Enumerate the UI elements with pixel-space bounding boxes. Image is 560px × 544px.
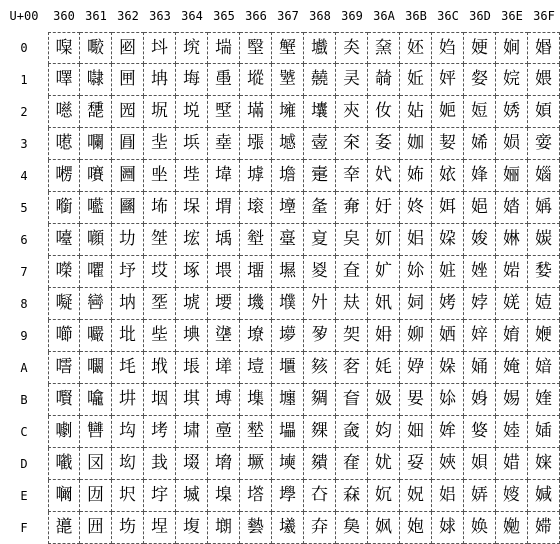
char-cell[interactable]: 㛁 <box>432 64 464 96</box>
char-cell[interactable]: 㛭 <box>496 448 528 480</box>
char-cell[interactable]: 㙯 <box>240 512 272 544</box>
char-cell[interactable]: 㙕 <box>208 192 240 224</box>
char-cell[interactable]: 㚈 <box>304 288 336 320</box>
char-cell[interactable]: 㙒 <box>208 96 240 128</box>
char-cell[interactable]: 㚂 <box>304 96 336 128</box>
char-cell[interactable]: 㙎 <box>176 480 208 512</box>
char-cell[interactable]: 㙷 <box>272 256 304 288</box>
column-header: 367 <box>277 9 299 23</box>
char-cell[interactable]: 㘪 <box>112 352 144 384</box>
char-cell[interactable]: 㛥 <box>496 192 528 224</box>
char-cell[interactable]: 㚋 <box>304 384 336 416</box>
char-cell[interactable]: 㙖 <box>208 224 240 256</box>
char-cell[interactable]: 㙟 <box>208 512 240 544</box>
row-header: 9 <box>20 329 28 343</box>
column-header: 36D <box>469 9 491 23</box>
char-cell[interactable]: 㘚 <box>80 352 112 384</box>
char-cell[interactable]: 㛝 <box>464 448 496 480</box>
char-cell[interactable]: 㛼 <box>528 416 560 448</box>
char-cell[interactable]: 㚣 <box>368 128 400 160</box>
char-cell[interactable]: 㛖 <box>464 224 496 256</box>
char-cell[interactable]: 㙛 <box>208 384 240 416</box>
char-cell[interactable]: 㚧 <box>368 256 400 288</box>
char-cell[interactable]: 㚬 <box>368 416 400 448</box>
char-cell[interactable]: 㚲 <box>400 96 432 128</box>
column-header: 365 <box>213 9 235 23</box>
char-cell[interactable]: 㛎 <box>432 480 464 512</box>
char-cell[interactable]: 㚀 <box>304 32 336 64</box>
char-cell[interactable]: 㘫 <box>112 384 144 416</box>
char-cell[interactable]: 㘽 <box>144 448 176 480</box>
char-cell[interactable]: 㚶 <box>400 224 432 256</box>
char-cell[interactable]: 㛉 <box>432 320 464 352</box>
char-cell[interactable]: 㚼 <box>400 416 432 448</box>
char-cell[interactable]: 㛱 <box>528 64 560 96</box>
char-cell[interactable]: 㚙 <box>336 320 368 352</box>
char-cell[interactable]: 㘩 <box>112 320 144 352</box>
char-cell[interactable]: 㚴 <box>400 160 432 192</box>
char-cell[interactable]: 㘢 <box>112 96 144 128</box>
char-cell[interactable]: 㙢 <box>240 96 272 128</box>
char-cell[interactable]: 㙓 <box>208 128 240 160</box>
char-cell[interactable]: 㙊 <box>176 352 208 384</box>
char-cell[interactable]: 㚑 <box>336 64 368 96</box>
char-cell[interactable]: 㛜 <box>464 416 496 448</box>
char-cell[interactable]: 㙮 <box>240 480 272 512</box>
row-header: C <box>20 425 28 439</box>
char-cell[interactable]: 㙣 <box>240 128 272 160</box>
char-cell[interactable]: 㙞 <box>208 480 240 512</box>
char-cell[interactable]: 㘋 <box>48 384 80 416</box>
char-cell[interactable]: 㛑 <box>464 64 496 96</box>
char-cell[interactable]: 㛍 <box>432 448 464 480</box>
row-header: 5 <box>20 201 28 215</box>
char-cell[interactable]: 㙄 <box>176 160 208 192</box>
char-cell[interactable]: 㘅 <box>48 192 80 224</box>
char-cell[interactable]: 㚨 <box>368 288 400 320</box>
char-cell[interactable]: 㚳 <box>400 128 432 160</box>
char-cell[interactable]: 㙑 <box>208 64 240 96</box>
char-cell[interactable]: 㛡 <box>496 64 528 96</box>
char-cell[interactable]: 㛯 <box>496 512 528 544</box>
char-cell[interactable]: 㚩 <box>368 320 400 352</box>
char-cell[interactable]: 㙥 <box>240 192 272 224</box>
column-header: 360 <box>53 9 75 23</box>
char-cell[interactable]: 㚤 <box>368 160 400 192</box>
char-cell[interactable]: 㚦 <box>368 224 400 256</box>
char-cell[interactable]: 㚠 <box>368 32 400 64</box>
char-cell[interactable]: 㘛 <box>80 384 112 416</box>
char-cell[interactable]: 㙿 <box>272 512 304 544</box>
char-cell[interactable]: 㘨 <box>112 288 144 320</box>
char-cell[interactable]: 㚫 <box>368 384 400 416</box>
char-cell[interactable]: 㘱 <box>144 64 176 96</box>
char-cell[interactable]: 㘜 <box>80 416 112 448</box>
char-cell[interactable]: 㚻 <box>400 384 432 416</box>
char-cell[interactable]: 㛨 <box>496 288 528 320</box>
char-cell[interactable]: 㙶 <box>272 224 304 256</box>
char-cell[interactable]: 㘟 <box>80 512 112 544</box>
char-cell[interactable]: 㘳 <box>144 128 176 160</box>
char-cell[interactable]: 㘭 <box>112 448 144 480</box>
char-cell[interactable]: 㚹 <box>400 320 432 352</box>
char-cell[interactable]: 㙐 <box>208 32 240 64</box>
char-cell[interactable]: 㙪 <box>240 352 272 384</box>
char-cell[interactable]: 㙈 <box>176 288 208 320</box>
char-cell[interactable]: 㛺 <box>528 352 560 384</box>
char-cell[interactable]: 㘴 <box>144 160 176 192</box>
char-cell[interactable]: 㛞 <box>464 480 496 512</box>
char-cell[interactable]: 㛳 <box>528 128 560 160</box>
char-cell[interactable]: 㚥 <box>368 192 400 224</box>
char-cell[interactable]: 㚍 <box>304 448 336 480</box>
char-cell[interactable]: 㙠 <box>240 32 272 64</box>
char-cell[interactable]: 㛫 <box>496 384 528 416</box>
char-cell[interactable]: 㛃 <box>432 128 464 160</box>
char-cell[interactable]: 㘷 <box>144 256 176 288</box>
char-cell[interactable]: 㛘 <box>464 288 496 320</box>
char-cell[interactable]: 㙆 <box>176 224 208 256</box>
char-cell[interactable]: 㛒 <box>464 96 496 128</box>
char-cell[interactable]: 㘔 <box>80 160 112 192</box>
char-cell[interactable]: 㙰 <box>272 32 304 64</box>
char-cell[interactable]: 㚜 <box>336 416 368 448</box>
char-cell[interactable]: 㚐 <box>336 32 368 64</box>
char-cell[interactable]: 㘝 <box>80 448 112 480</box>
char-cell[interactable]: 㘿 <box>144 512 176 544</box>
row-header: 8 <box>20 297 28 311</box>
char-cell[interactable]: 㘣 <box>112 128 144 160</box>
char-cell[interactable]: 㛿 <box>528 512 560 544</box>
char-cell[interactable]: 㙹 <box>272 320 304 352</box>
char-cell[interactable]: 㙝 <box>208 448 240 480</box>
char-cell[interactable]: 㘎 <box>48 480 80 512</box>
char-cell[interactable]: 㛓 <box>464 128 496 160</box>
char-cell[interactable]: 㘊 <box>48 352 80 384</box>
char-cell[interactable]: 㛩 <box>496 320 528 352</box>
char-cell[interactable]: 㛮 <box>496 480 528 512</box>
char-cell[interactable]: 㙴 <box>272 160 304 192</box>
char-cell[interactable]: 㛕 <box>464 192 496 224</box>
char-cell[interactable]: 㛧 <box>496 256 528 288</box>
char-cell[interactable]: 㚖 <box>336 224 368 256</box>
char-cell[interactable]: 㛣 <box>496 128 528 160</box>
char-cell[interactable]: 㘾 <box>144 480 176 512</box>
char-cell[interactable]: 㛰 <box>528 32 560 64</box>
char-cell[interactable]: 㘑 <box>80 64 112 96</box>
char-cell[interactable]: 㘀 <box>48 32 80 64</box>
char-cell[interactable]: 㘏 <box>48 512 80 544</box>
char-cell[interactable]: 㚔 <box>336 160 368 192</box>
char-cell[interactable]: 㘄 <box>48 160 80 192</box>
char-cell[interactable]: 㛅 <box>432 192 464 224</box>
char-cell[interactable]: 㚡 <box>368 64 400 96</box>
char-cell[interactable]: 㚞 <box>336 480 368 512</box>
char-cell[interactable]: 㚎 <box>304 480 336 512</box>
char-cell[interactable]: 㚱 <box>400 64 432 96</box>
char-cell[interactable]: 㛚 <box>464 352 496 384</box>
char-cell[interactable]: 㘮 <box>112 480 144 512</box>
char-cell[interactable]: 㘰 <box>144 32 176 64</box>
row-header: 2 <box>20 105 28 119</box>
char-cell[interactable]: 㙨 <box>240 288 272 320</box>
char-cell[interactable]: 㙽 <box>272 448 304 480</box>
char-cell[interactable]: 㙾 <box>272 480 304 512</box>
char-cell[interactable]: 㙉 <box>176 320 208 352</box>
char-cell[interactable]: 㚗 <box>336 256 368 288</box>
char-cell[interactable]: 㚁 <box>304 64 336 96</box>
char-cell[interactable]: 㚕 <box>336 192 368 224</box>
char-cell[interactable]: 㙳 <box>272 128 304 160</box>
char-cell[interactable]: 㙻 <box>272 384 304 416</box>
char-cell[interactable]: 㘕 <box>80 192 112 224</box>
char-cell[interactable]: 㚰 <box>400 32 432 64</box>
char-cell[interactable]: 㙵 <box>272 192 304 224</box>
char-cell[interactable]: 㛆 <box>432 224 464 256</box>
char-cell[interactable]: 㘸 <box>144 288 176 320</box>
char-cell[interactable]: 㛢 <box>496 96 528 128</box>
char-cell[interactable]: 㙃 <box>176 128 208 160</box>
char-cell[interactable]: 㚒 <box>336 96 368 128</box>
char-cell[interactable]: 㛊 <box>432 352 464 384</box>
char-cell[interactable]: 㛗 <box>464 256 496 288</box>
char-cell[interactable]: 㛸 <box>528 288 560 320</box>
char-cell[interactable]: 㛐 <box>464 32 496 64</box>
char-cell[interactable]: 㚿 <box>400 512 432 544</box>
char-cell[interactable]: 㛾 <box>528 480 560 512</box>
char-cell[interactable]: 㛻 <box>528 384 560 416</box>
char-cell[interactable]: 㚏 <box>304 512 336 544</box>
row-header: B <box>20 393 28 407</box>
char-cell[interactable]: 㘘 <box>80 288 112 320</box>
char-cell[interactable]: 㛵 <box>528 192 560 224</box>
char-cell[interactable]: 㙦 <box>240 224 272 256</box>
char-cell[interactable]: 㛙 <box>464 320 496 352</box>
char-cell[interactable]: 㙀 <box>176 32 208 64</box>
char-cell[interactable]: 㙱 <box>272 64 304 96</box>
char-cell[interactable]: 㘥 <box>112 192 144 224</box>
char-cell[interactable]: 㛂 <box>432 96 464 128</box>
column-header: 364 <box>181 9 203 23</box>
char-cell[interactable]: 㚓 <box>336 128 368 160</box>
char-cell[interactable]: 㙲 <box>272 96 304 128</box>
char-cell[interactable]: 㛏 <box>432 512 464 544</box>
char-cell[interactable]: 㚃 <box>304 128 336 160</box>
char-cell[interactable]: 㚽 <box>400 448 432 480</box>
char-cell[interactable]: 㛄 <box>432 160 464 192</box>
column-header: 36E <box>501 9 523 23</box>
column-header: 361 <box>85 9 107 23</box>
char-cell[interactable]: 㙭 <box>240 448 272 480</box>
char-cell[interactable]: 㘈 <box>48 288 80 320</box>
char-cell[interactable]: 㘒 <box>80 96 112 128</box>
char-cell[interactable]: 㙍 <box>176 448 208 480</box>
char-cell[interactable]: 㛦 <box>496 224 528 256</box>
row-header: 0 <box>20 41 28 55</box>
char-cell[interactable]: 㚇 <box>304 256 336 288</box>
char-cell[interactable]: 㛇 <box>432 256 464 288</box>
column-header: 36C <box>437 9 459 23</box>
char-cell[interactable]: 㛪 <box>496 352 528 384</box>
char-cell[interactable]: 㛹 <box>528 320 560 352</box>
char-cell[interactable]: 㘆 <box>48 224 80 256</box>
char-cell[interactable]: 㘶 <box>144 224 176 256</box>
char-cell[interactable]: 㚢 <box>368 96 400 128</box>
char-cell[interactable]: 㘡 <box>112 64 144 96</box>
char-cell[interactable]: 㚄 <box>304 160 336 192</box>
char-cell[interactable]: 㛈 <box>432 288 464 320</box>
char-cell[interactable]: 㛶 <box>528 224 560 256</box>
char-cell[interactable]: 㚾 <box>400 480 432 512</box>
char-cell[interactable]: 㘤 <box>112 160 144 192</box>
char-cell[interactable]: 㙫 <box>240 384 272 416</box>
char-cell[interactable]: 㚮 <box>368 480 400 512</box>
row-header: F <box>20 521 28 535</box>
char-cell[interactable]: 㛔 <box>464 160 496 192</box>
char-cell[interactable]: 㚸 <box>400 288 432 320</box>
column-header: 36F <box>533 9 555 23</box>
char-cell[interactable]: 㙩 <box>240 320 272 352</box>
char-cell[interactable]: 㘺 <box>144 352 176 384</box>
char-cell[interactable]: 㙁 <box>176 64 208 96</box>
char-cell[interactable]: 㙜 <box>208 416 240 448</box>
char-cell[interactable]: 㘌 <box>48 416 80 448</box>
char-cell[interactable]: 㚌 <box>304 416 336 448</box>
column-header: 36B <box>405 9 427 23</box>
char-cell[interactable]: 㙺 <box>272 352 304 384</box>
char-cell[interactable]: 㚭 <box>368 448 400 480</box>
char-cell[interactable]: 㘧 <box>112 256 144 288</box>
char-cell[interactable]: 㙂 <box>176 96 208 128</box>
char-cell[interactable]: 㘹 <box>144 320 176 352</box>
char-cell[interactable]: 㛋 <box>432 384 464 416</box>
char-cell[interactable]: 㘗 <box>80 256 112 288</box>
char-cell[interactable]: 㘇 <box>48 256 80 288</box>
char-cell[interactable]: 㙗 <box>208 256 240 288</box>
column-header: 369 <box>341 9 363 23</box>
char-cell[interactable]: 㙸 <box>272 288 304 320</box>
char-cell[interactable]: 㛬 <box>496 416 528 448</box>
char-cell[interactable]: 㛀 <box>432 32 464 64</box>
char-cell[interactable]: 㘬 <box>112 416 144 448</box>
char-cell[interactable]: 㙡 <box>240 64 272 96</box>
char-cell[interactable]: 㘼 <box>144 416 176 448</box>
column-header: 368 <box>309 9 331 23</box>
char-cell[interactable]: 㚯 <box>368 512 400 544</box>
char-cell[interactable]: 㘵 <box>144 192 176 224</box>
char-cell[interactable]: 㙧 <box>240 256 272 288</box>
char-cell[interactable]: 㘻 <box>144 384 176 416</box>
char-cell[interactable]: 㘂 <box>48 96 80 128</box>
char-cell[interactable]: 㛟 <box>464 512 496 544</box>
char-cell[interactable]: 㛤 <box>496 160 528 192</box>
char-cell[interactable]: 㛷 <box>528 256 560 288</box>
char-cell[interactable]: 㛌 <box>432 416 464 448</box>
row-header: E <box>20 489 28 503</box>
char-cell[interactable]: 㘠 <box>112 32 144 64</box>
char-cell[interactable]: 㚵 <box>400 192 432 224</box>
char-cell[interactable]: 㙇 <box>176 256 208 288</box>
char-cell[interactable]: 㚝 <box>336 448 368 480</box>
char-cell[interactable]: 㙘 <box>208 288 240 320</box>
char-cell[interactable]: 㚉 <box>304 320 336 352</box>
char-cell[interactable]: 㛽 <box>528 448 560 480</box>
char-cell[interactable]: 㘉 <box>48 320 80 352</box>
char-cell[interactable]: 㘯 <box>112 512 144 544</box>
char-cell[interactable]: 㘲 <box>144 96 176 128</box>
char-cell[interactable]: 㚅 <box>304 192 336 224</box>
corner-label: U+00 <box>9 9 39 23</box>
char-cell[interactable]: 㘞 <box>80 480 112 512</box>
char-cell[interactable]: 㛲 <box>528 96 560 128</box>
char-cell[interactable]: 㙬 <box>240 416 272 448</box>
char-cell[interactable]: 㚆 <box>304 224 336 256</box>
row-header: 4 <box>20 169 28 183</box>
char-cell[interactable]: 㙚 <box>208 352 240 384</box>
char-cell[interactable]: 㚊 <box>304 352 336 384</box>
row-header: 7 <box>20 265 28 279</box>
char-cell[interactable]: 㘓 <box>80 128 112 160</box>
char-cell[interactable]: 㚺 <box>400 352 432 384</box>
char-cell[interactable]: 㘙 <box>80 320 112 352</box>
char-cell[interactable]: 㘐 <box>80 32 112 64</box>
char-cell[interactable]: 㚪 <box>368 352 400 384</box>
char-cell[interactable]: 㛴 <box>528 160 560 192</box>
char-cell[interactable]: 㙅 <box>176 192 208 224</box>
char-cell[interactable]: 㙙 <box>208 320 240 352</box>
char-cell[interactable]: 㙏 <box>176 512 208 544</box>
char-cell[interactable]: 㙌 <box>176 416 208 448</box>
char-cell[interactable]: 㘦 <box>112 224 144 256</box>
char-cell[interactable]: 㘍 <box>48 448 80 480</box>
char-cell[interactable]: 㚷 <box>400 256 432 288</box>
char-cell[interactable]: 㘁 <box>48 64 80 96</box>
char-cell[interactable]: 㘖 <box>80 224 112 256</box>
char-cell[interactable]: 㘃 <box>48 128 80 160</box>
char-cell[interactable]: 㚟 <box>336 512 368 544</box>
row-header: 3 <box>20 137 28 151</box>
column-header: 366 <box>245 9 267 23</box>
char-cell[interactable]: 㛠 <box>496 32 528 64</box>
char-cell[interactable]: 㚘 <box>336 288 368 320</box>
row-header: 1 <box>20 73 28 87</box>
row-header: 6 <box>20 233 28 247</box>
column-header: 36A <box>373 9 395 23</box>
char-cell[interactable]: 㙔 <box>208 160 240 192</box>
row-header: A <box>20 361 28 375</box>
char-cell[interactable]: 㙤 <box>240 160 272 192</box>
char-cell[interactable]: 㙋 <box>176 384 208 416</box>
row-header: D <box>20 457 28 471</box>
column-header: 362 <box>117 9 139 23</box>
column-header: 363 <box>149 9 171 23</box>
char-cell[interactable]: 㙼 <box>272 416 304 448</box>
char-cell[interactable]: 㚛 <box>336 384 368 416</box>
char-cell[interactable]: 㛛 <box>464 384 496 416</box>
char-cell[interactable]: 㚚 <box>336 352 368 384</box>
